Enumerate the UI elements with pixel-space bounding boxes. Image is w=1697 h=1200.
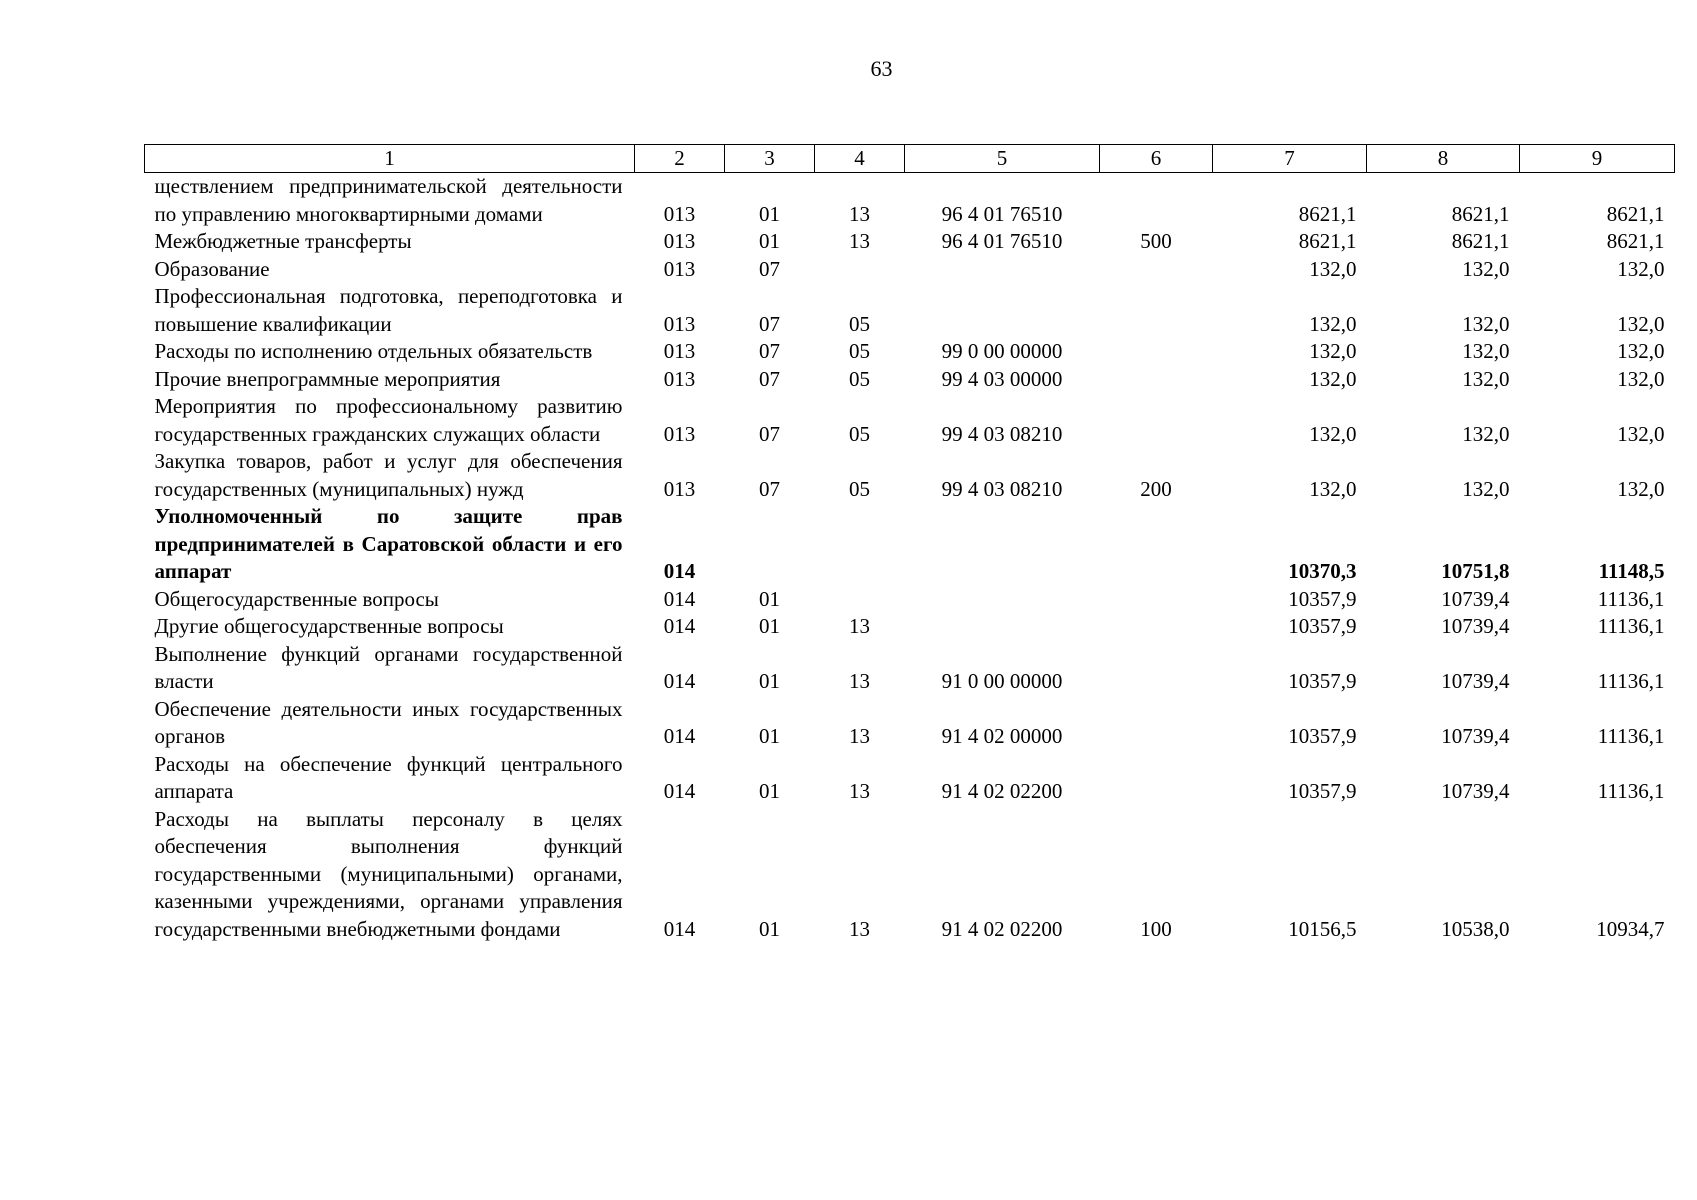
column-header-4: 4 (815, 145, 905, 173)
cell-col-6 (1100, 613, 1213, 641)
cell-col-6 (1100, 366, 1213, 394)
table-row (145, 173, 1675, 229)
table-row (145, 586, 1675, 614)
cell-col-6 (1100, 751, 1213, 806)
cell-col-7: 132,0 (1309, 339, 1357, 363)
cell-col-8: 132,0 (1462, 366, 1510, 391)
cell-col-4 (815, 503, 905, 586)
cell-col-3: 07 (759, 421, 780, 446)
cell-col-7: 132,0 (1309, 421, 1357, 446)
cell-col-2: 013 (663, 476, 696, 501)
row-name-cell: Выполнение функций органами государственной власти (154, 641, 623, 693)
row-name-cell: Расходы по исполнению отдельных обязательств (154, 339, 593, 363)
column-header-2: 2 (635, 145, 725, 173)
cell-col-4: 13 (849, 724, 870, 748)
cell-col-9: 132,0 (1617, 339, 1665, 363)
cell-col-6: 200 (1140, 476, 1172, 501)
cell-col-3: 01 (759, 669, 780, 693)
cell-col-2: 013 (663, 256, 696, 281)
cell-col-5: 96 4 01 76510 (941, 201, 1063, 226)
cell-col-2: 013 (663, 201, 696, 226)
cell-col-7: 10357,9 (1288, 779, 1357, 803)
cell-col-7: 132,0 (1309, 311, 1357, 336)
cell-col-6 (1100, 696, 1213, 751)
cell-col-7: 10357,9 (1288, 724, 1357, 748)
cell-col-9: 132,0 (1617, 311, 1665, 336)
cell-col-3: 07 (759, 256, 780, 281)
cell-col-9: 11148,5 (1598, 559, 1665, 583)
cell-col-7: 10357,9 (1288, 586, 1357, 611)
table-row (145, 393, 1675, 448)
cell-col-5: 91 0 00 00000 (941, 669, 1063, 693)
cell-col-6 (1100, 586, 1213, 614)
column-header-6: 6 (1100, 145, 1213, 173)
header-row (145, 145, 1675, 173)
cell-col-4: 13 (849, 669, 870, 693)
cell-col-5 (905, 586, 1100, 614)
cell-col-2: 013 (663, 339, 696, 363)
cell-col-4 (815, 256, 905, 284)
budget-table (144, 144, 1675, 943)
table-row (145, 366, 1675, 394)
cell-col-9: 11136,1 (1597, 669, 1665, 693)
column-header-5: 5 (905, 145, 1100, 173)
cell-col-5: 96 4 01 76510 (941, 229, 1063, 253)
column-header-8: 8 (1367, 145, 1520, 173)
cell-col-5 (905, 613, 1100, 641)
cell-col-4: 13 (849, 201, 870, 226)
cell-col-2: 013 (663, 229, 696, 253)
cell-col-4: 05 (849, 339, 870, 363)
cell-col-7: 10370,3 (1288, 559, 1357, 583)
cell-col-5 (905, 283, 1100, 338)
table-row (145, 256, 1675, 284)
cell-col-5: 91 4 02 02200 (941, 916, 1063, 941)
table-row (145, 613, 1675, 641)
row-name-cell: Уполномоченный по защите прав предпринимателей в Саратовской области и его аппарат (154, 504, 623, 583)
cell-col-8: 10538,0 (1441, 916, 1510, 941)
cell-col-4: 05 (849, 476, 870, 501)
cell-col-8: 10739,4 (1441, 614, 1510, 638)
table-row (145, 641, 1675, 696)
cell-col-9: 8621,1 (1606, 201, 1665, 226)
cell-col-8: 10739,4 (1441, 669, 1510, 693)
cell-col-9: 132,0 (1617, 476, 1665, 501)
row-name-cell: Профессиональная подготовка, переподготовка и повышение квалификации (154, 284, 623, 336)
cell-col-6: 100 (1140, 916, 1172, 941)
cell-col-8: 10739,4 (1441, 724, 1510, 748)
cell-col-5: 99 4 03 08210 (941, 421, 1063, 446)
cell-col-2: 014 (663, 916, 696, 941)
cell-col-3: 01 (759, 724, 780, 748)
cell-col-7: 132,0 (1309, 256, 1357, 281)
cell-col-8: 132,0 (1462, 256, 1510, 281)
cell-col-9: 132,0 (1617, 256, 1665, 281)
cell-col-8: 132,0 (1462, 421, 1510, 446)
row-name-cell: Расходы на выплаты персоналу в целях обеспечения выполнения функций государственными (муниципальными) органами, казенными учреждениями, органами управления государственными внебюджетными фондами (154, 806, 623, 941)
cell-col-4 (815, 586, 905, 614)
cell-col-2: 014 (663, 779, 696, 803)
cell-col-4: 13 (849, 229, 870, 253)
cell-col-9: 132,0 (1617, 366, 1665, 391)
table-header (145, 145, 1675, 173)
cell-col-7: 132,0 (1309, 366, 1357, 391)
table-row (145, 228, 1675, 256)
table-row (145, 503, 1675, 586)
cell-col-5 (905, 503, 1100, 586)
row-name-cell: ществлением предпринимательской деятельности по управлению многоквартирными домами (154, 174, 623, 226)
cell-col-3: 01 (759, 779, 780, 803)
cell-col-6 (1100, 256, 1213, 284)
row-name-cell: Общегосударственные вопросы (154, 586, 439, 611)
cell-col-7: 132,0 (1309, 476, 1357, 501)
cell-col-8: 132,0 (1462, 339, 1510, 363)
cell-col-9: 132,0 (1617, 421, 1665, 446)
cell-col-2: 014 (663, 614, 696, 638)
cell-col-7: 10357,9 (1288, 669, 1357, 693)
cell-col-3: 07 (759, 339, 780, 363)
cell-col-2: 013 (663, 311, 696, 336)
cell-col-9: 11136,1 (1597, 586, 1665, 611)
cell-col-3 (725, 503, 815, 586)
cell-col-2: 013 (663, 421, 696, 446)
cell-col-6 (1100, 283, 1213, 338)
row-name-cell: Прочие внепрограммные мероприятия (154, 366, 501, 391)
cell-col-4: 05 (849, 366, 870, 391)
cell-col-7: 10357,9 (1288, 614, 1357, 638)
cell-col-3: 01 (759, 201, 780, 226)
cell-col-5: 99 0 00 00000 (941, 339, 1063, 363)
cell-col-8: 8621,1 (1451, 201, 1510, 226)
cell-col-6 (1100, 641, 1213, 696)
cell-col-9: 11136,1 (1597, 779, 1665, 803)
cell-col-4: 13 (849, 779, 870, 803)
cell-col-2: 014 (663, 724, 696, 748)
cell-col-9: 10934,7 (1596, 916, 1665, 941)
cell-col-3: 07 (759, 311, 780, 336)
cell-col-3: 01 (759, 614, 780, 638)
column-header-7: 7 (1213, 145, 1367, 173)
table-row (145, 751, 1675, 806)
cell-col-4: 05 (849, 421, 870, 446)
cell-col-4: 05 (849, 311, 870, 336)
column-header-1: 1 (145, 145, 635, 173)
cell-col-7: 10156,5 (1288, 916, 1357, 941)
cell-col-5: 99 4 03 00000 (941, 366, 1063, 391)
row-name-cell: Мероприятия по профессиональному развитию государственных гражданских служащих области (154, 394, 623, 446)
cell-col-5: 91 4 02 00000 (941, 724, 1063, 748)
cell-col-2: 013 (663, 366, 696, 391)
cell-col-3: 07 (759, 476, 780, 501)
cell-col-8: 132,0 (1462, 476, 1510, 501)
table-row (145, 806, 1675, 944)
cell-col-8: 10739,4 (1441, 586, 1510, 611)
cell-col-3: 01 (759, 916, 780, 941)
cell-col-6 (1100, 503, 1213, 586)
cell-col-6 (1100, 338, 1213, 366)
cell-col-3: 01 (759, 229, 780, 253)
cell-col-2: 014 (663, 669, 696, 693)
cell-col-8: 132,0 (1462, 311, 1510, 336)
row-name-cell: Обеспечение деятельности иных государственных органов (154, 696, 623, 748)
cell-col-5: 99 4 03 08210 (941, 476, 1063, 501)
cell-col-9: 11136,1 (1597, 724, 1665, 748)
cell-col-6: 500 (1140, 229, 1172, 253)
cell-col-9: 8621,1 (1606, 229, 1665, 253)
column-header-9: 9 (1520, 145, 1675, 173)
cell-col-8: 10751,8 (1441, 559, 1510, 583)
cell-col-3: 01 (759, 586, 780, 611)
cell-col-5: 91 4 02 02200 (941, 779, 1063, 803)
row-name-cell: Другие общегосударственные вопросы (154, 614, 504, 638)
cell-col-7: 8621,1 (1298, 229, 1357, 253)
cell-col-9: 11136,1 (1597, 614, 1665, 638)
cell-col-8: 8621,1 (1451, 229, 1510, 253)
row-name-cell: Расходы на обеспечение функций центрального аппарата (154, 751, 623, 803)
cell-col-8: 10739,4 (1441, 779, 1510, 803)
column-header-3: 3 (725, 145, 815, 173)
cell-col-3: 07 (759, 366, 780, 391)
cell-col-2: 014 (663, 559, 696, 583)
cell-col-6 (1100, 173, 1213, 229)
table-body (145, 173, 1675, 944)
page-number: 63 (870, 56, 893, 81)
cell-col-4: 13 (849, 614, 870, 638)
table-row (145, 448, 1675, 503)
cell-col-6 (1100, 393, 1213, 448)
table-row (145, 338, 1675, 366)
row-name-cell: Закупка товаров, работ и услуг для обеспечения государственных (муниципальных) нужд (154, 449, 623, 501)
table-row (145, 283, 1675, 338)
row-name-cell: Образование (154, 256, 270, 281)
cell-col-7: 8621,1 (1298, 201, 1357, 226)
row-name-cell: Межбюджетные трансферты (154, 229, 412, 253)
cell-col-4: 13 (849, 916, 870, 941)
cell-col-2: 014 (663, 586, 696, 611)
table-row (145, 696, 1675, 751)
cell-col-5 (905, 256, 1100, 284)
